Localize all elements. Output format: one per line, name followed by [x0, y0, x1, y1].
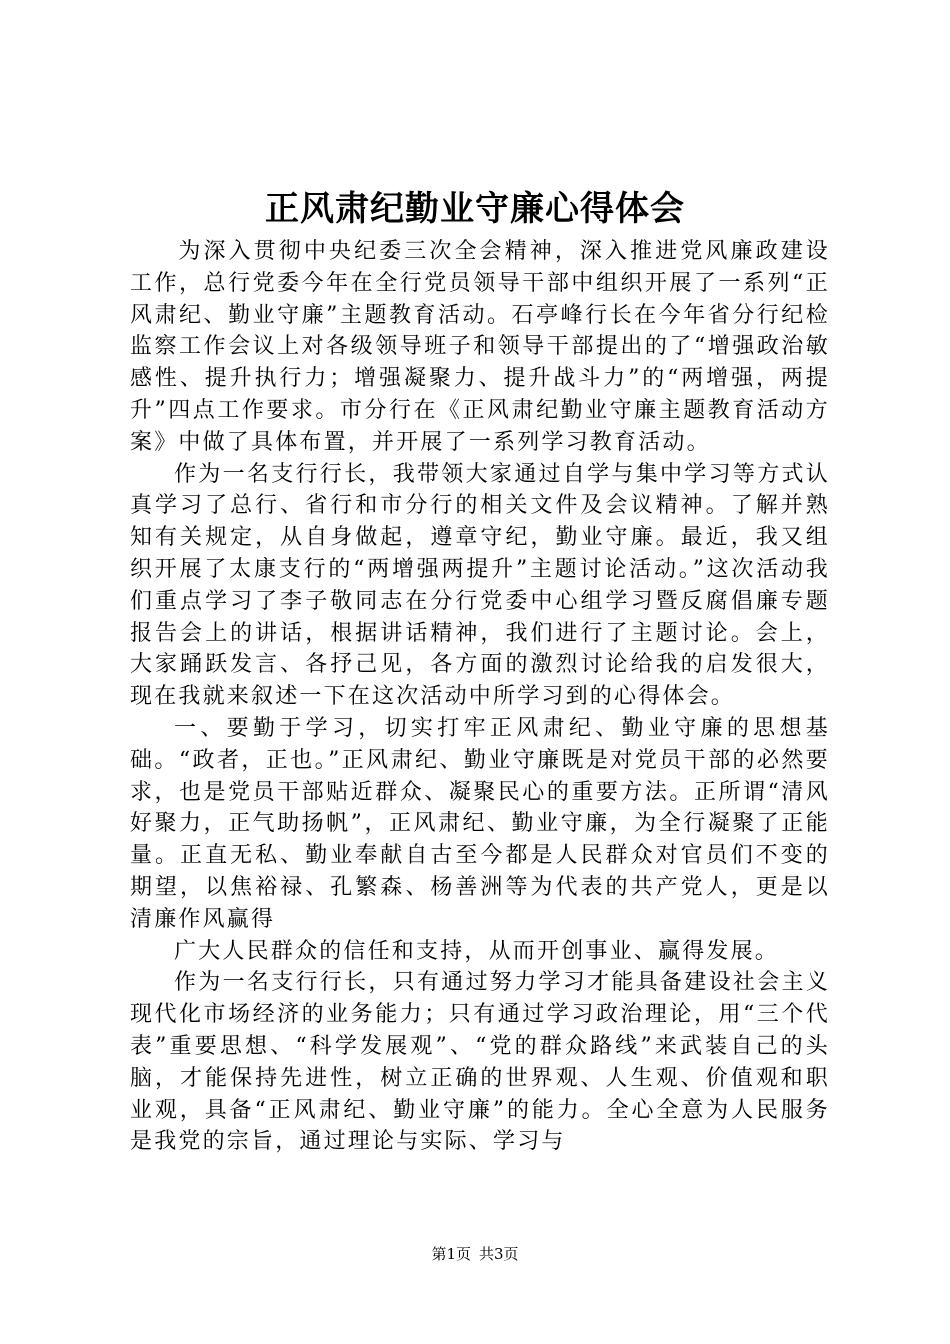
document-body — [130, 236, 830, 1158]
paragraph-1: 为深入贯彻中央纪委三次全会精神，深入推进党风廉政建设工作，总行党委今年在全行党员领导干部中组织开展了一系列“正风肃纪、勤业守廉”主题教育活动。石亭峰行长在今年省分行纪检监察工作会议上对各级领导班子和领导干部提出的了“增强政治敏感性、提升执行力；增强凝聚力、提升战斗力”的“两增强，两提升”四点工作要求。市分行在《正风肃纪勤业守廉主题教育活动方案》中做了具体布置，并开展了一系列学习教育活动。 — [130, 239, 830, 455]
paragraph-3: 一、要勤于学习，切实打牢正风肃纪、勤业守廉的思想基础。“政者，正也。”正风肃纪、勤业守廉既是对党员干部的必然要求，也是党员干部贴近群众、凝聚民心的重要方法。正所谓“清风好聚力，正气助扬帆”，正风肃纪、勤业守廉，为全行凝聚了正能量。正直无私、勤业奉献自古至今都是人民群众对官员们不变的期望，以焦裕禄、孔繁森、杨善洲等为代表的共产党人，更是以清廉作风赢得 — [130, 715, 830, 932]
paragraph-4: 广大人民群众的信任和支持，从而开创事业、赢得发展。 — [174, 938, 780, 964]
paragraph-5: 作为一名支行行长，只有通过努力学习才能具备建设社会主义现代化市场经济的业务能力；只有通过学习政治理论，用“三个代表”重要思想、“科学发展观”、“党的群众路线”来武装自己的头脑，才能保持先进性，树立正确的世界观、人生观、价值观和职业观，具备“正风肃纪、勤业守廉”的能力。全心全意为人民服务是我党的宗旨，通过理论与实际、学习与 — [130, 970, 830, 1155]
paragraph-2: 作为一名支行行长，我带领大家通过自学与集中学习等方式认真学习了总行、省行和市分行的相关文件及会议精神。了解并熟知有关规定，从自身做起，遵章守纪，勤业守廉。最近，我又组织开展了太康支行的“两增强两提升”主题讨论活动。”这次活动我们重点学习了李子敬同志在分行党委中心组学习暨反腐倡廉专题报告会上的讲话，根据讲话精神，我们进行了主题讨论。会上，大家踊跃发言、各抒己见，各方面的激烈讨论给我的启发很大，现在我就来叙述一下在这次活动中所学习到的心得体会。 — [130, 461, 830, 710]
page-total: 共3页 — [479, 1245, 519, 1263]
document-title: 正风肃纪勤业守廉心得体会 — [265, 189, 685, 229]
page-footer — [0, 1243, 950, 1265]
page-number: 第1页 — [431, 1245, 471, 1263]
